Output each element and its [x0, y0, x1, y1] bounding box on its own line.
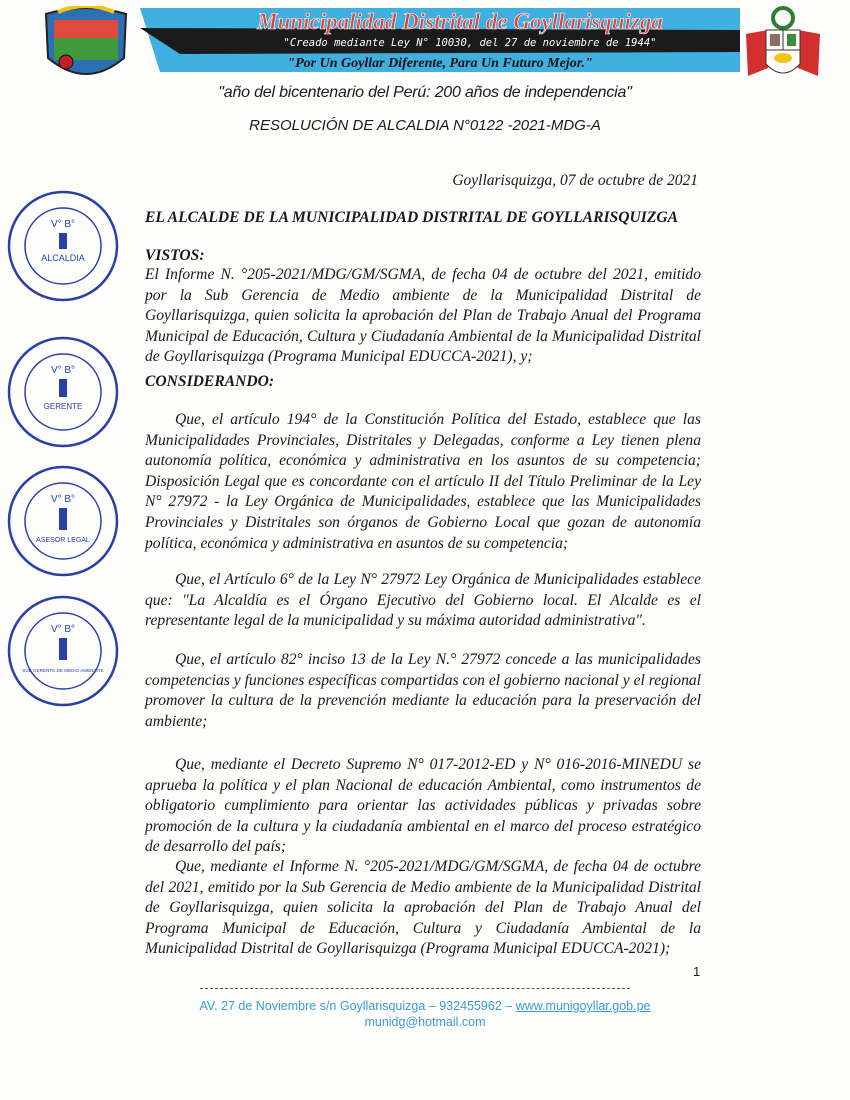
considerando-paragraph: Que, el artículo 194° de la Constitución Política del Estado, establece que las Municipalidades Provinciales, Distritales y Delegadas, conforme a Ley tienen plena autonomía política, económica y administrativa en los asuntos de su competencia; Disposición Legal que es concordante con el artículo II del Título Preliminar de la Ley N° 27972 - la Ley Orgánica de Municipalidades, establece que las Municipalidades Provinciales y Distritales son órganos de Gobierno Local que gozan de autonomía política, económica y administrativa en asuntos de su competencia;: [145, 411, 701, 552]
svg-text:V° B°: V° B°: [50, 365, 76, 376]
banner-slogan: "Por Un Goyllar Diferente, Para Un Futuro Mejor.": [287, 56, 593, 71]
considerando-paragraph: Que, mediante el Decreto Supremo N° 017-2012-ED y N° 016-2016-MINEDU se aprueba la política y el plan Nacional de educación Ambiental, como instrumentos de obligatorio cumplimiento para orientar las actividades públicas y privadas sobre promoción de la cultura y la ciudadanía ambiental en el marco del proceso estratégico de desarrollo del país;: [145, 756, 701, 856]
page-number: 1: [693, 964, 701, 979]
svg-text:V° B°: V° B°: [50, 219, 76, 230]
place-date: Goyllarisquizga, 07 de octubre de 2021: [452, 172, 698, 189]
svg-text:GERENTE: GERENTE: [43, 402, 83, 411]
footer-address: AV. 27 de Noviembre s/n Goyllarisquizga – 932455962 –: [199, 999, 516, 1013]
peru-coat-of-arms: [738, 6, 828, 86]
banner-title: Municipalidad Distrital de Goyllarisquizga: [257, 9, 663, 34]
stamp-asesor-legal: [4, 462, 122, 580]
footer-website-link[interactable]: www.munigoyllar.gob.pe: [515, 999, 651, 1013]
vistos-text: El Informe N. °205-2021/MDG/GM/SGMA, de fecha 04 de octubre del 2021, emitido por la Sub Gerencia de Medio ambiente de la Municipalidad Distrital de Goyllarisquizga, quien solicita la aprobación del Plan de Trabajo Anual del Programa Municipal de Educación, Cultura y Ciudadanía Ambiental de la Municipalidad Distrital de Goyllarisquizga (Programa Municipal EDUCCA-2021), y;: [145, 266, 701, 366]
svg-text:ASESOR LEGAL: ASESOR LEGAL: [36, 537, 90, 544]
footer-divider: [200, 988, 630, 989]
footer-address-line: [0, 999, 850, 1013]
stamp-gerente: [4, 333, 122, 451]
svg-text:V° B°: V° B°: [50, 494, 76, 505]
stamp-alcaldia: [4, 187, 122, 305]
vistos-heading: VISTOS:: [145, 247, 205, 264]
year-motto: "año del bicentenario del Perú: 200 años de independencia": [218, 84, 632, 101]
considerando-paragraph: Que, el artículo 82° inciso 13 de la Ley N.° 27972 concede a las municipalidades competencias y funciones específicas compartidas con el gobierno nacional y el regional promover la cultura de la prevención mediante la educación para la preservación del ambiente;: [145, 651, 701, 730]
municipality-banner: [140, 8, 740, 72]
footer-email: munidg@hotmail.com: [364, 1015, 486, 1029]
considerando-paragraph: Que, el Artículo 6° de la Ley N° 27972 Ley Orgánica de Municipalidades establece que: "La Alcaldía es el Órgano Ejecutivo del Gobierno local. El Alcalde es el representante legal de la municipalidad y su máxima autoridad administrativa".: [145, 571, 701, 630]
svg-text:SUB GERENTE DE MEDIO AMBIENTE: SUB GERENTE DE MEDIO AMBIENTE: [22, 668, 104, 673]
svg-text:V° B°: V° B°: [50, 624, 76, 635]
considerando-paragraph: Que, mediante el Informe N. °205-2021/MDG/GM/SGMA, de fecha 04 de octubre del 2021, emitido por la Sub Gerencia de Medio ambiente de la Municipalidad Distrital de Goyllarisquizga, quien solicita la aprobación del Plan de Trabajo Anual del Programa Municipal de Educación, Cultura y Ciudadanía Ambiental de la Municipalidad Distrital de Goyllarisquizga (Programa Municipal EDUCCA-2021);: [145, 858, 701, 958]
considerando-heading: CONSIDERANDO:: [145, 373, 275, 390]
resolution-title: RESOLUCIÓN DE ALCALDIA N°0122 -2021-MDG-A: [249, 117, 601, 134]
district-shield-logo: [40, 6, 132, 82]
addressee: EL ALCALDE DE LA MUNICIPALIDAD DISTRITAL DE GOYLLARISQUIZGA: [145, 209, 679, 226]
banner-subtitle: "Creado mediante Ley N° 10030, del 27 de noviembre de 1944": [283, 37, 657, 49]
svg-text:ALCALDIA: ALCALDIA: [41, 253, 85, 263]
stamp-medio-ambiente: [4, 592, 122, 710]
